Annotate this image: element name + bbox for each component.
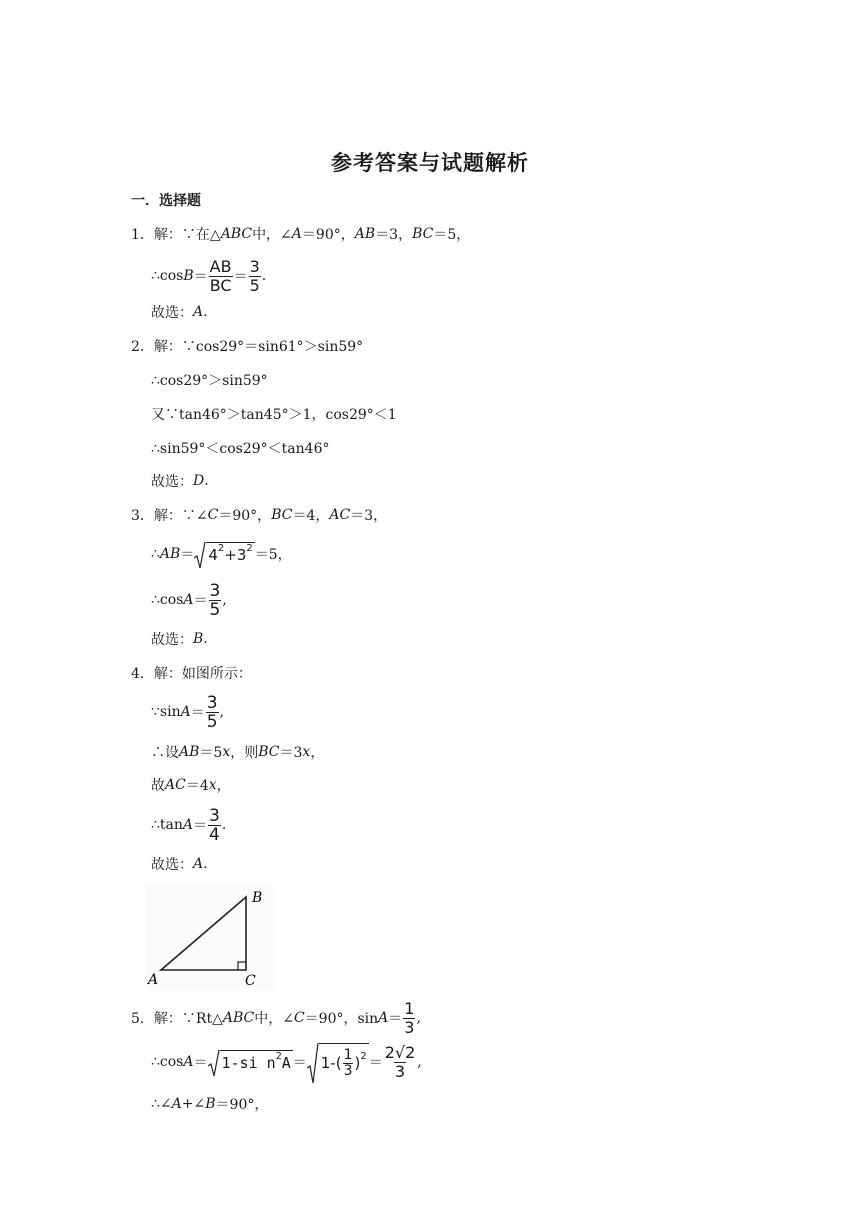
square-root-expression: 4 2 + 3 2: [194, 541, 254, 567]
q4-line-4: 故 AC ＝4 x ，: [151, 777, 231, 794]
q2-line-1: 2．解：∵cos29°＝sin61°＞sin59°: [131, 339, 364, 355]
q2-line-2: ∴cos29°＞sin59°: [151, 373, 268, 389]
vertex-label-b: B: [252, 890, 263, 906]
q4-line-3: ∴设 AB ＝5 x ，则 BC ＝3 x ，: [151, 744, 325, 761]
vertex-label-c: C: [245, 973, 256, 989]
page-title: 参考答案与试题解析: [331, 151, 529, 175]
q3-line-1: 3．解：∵∠ C ＝90°， BC ＝4， AC ＝3，: [131, 507, 388, 524]
fraction-3-5: $\frac{3}{5}$: [209, 580, 221, 620]
q3-line-2: ∴ AB ＝ 4 2 + 3 2 ＝5，: [151, 539, 292, 569]
q1-answer: 故选： A .: [151, 304, 208, 321]
square-root-1-minus-one-third-squared: 1-( $\frac{1}{3}$ ) 2: [307, 1042, 369, 1082]
fraction-1-3: $\frac{1}{3}$: [404, 998, 415, 1037]
fraction-ab-bc: $\frac{AB}{BC}$: [209, 256, 232, 295]
fraction-3-5: $\frac{3}{5}$: [249, 256, 260, 295]
fraction-3-5: $\frac{3}{5}$: [206, 692, 218, 732]
q5-line-3: ∴∠ A +∠ B ＝90°，: [151, 1096, 269, 1113]
q2-line-3: 又∵tan46°＞tan45°＞1，cos29°＜1: [151, 407, 397, 423]
fraction-3-4: $\frac{3}{4}$: [209, 805, 220, 845]
vertex-label-a: A: [148, 972, 159, 988]
q4-line-5: ∴tan A ＝ $\frac{3}{4}$ .: [151, 805, 227, 845]
q4-line-1: 4．解：如图所示：: [131, 666, 252, 682]
fraction-2root2-over-3: $\frac{2√2}{3}$: [384, 1042, 416, 1081]
q5-line-2: ∴cos A ＝ 1-si n 2 A ＝ 1-( $\frac{1}{3}$ ) 2 ＝ $\frac{2√2}{3}$ ,: [151, 1040, 422, 1084]
q4-line-2: ∵sin A ＝ $\frac{3}{5}$ ,: [151, 692, 224, 732]
q2-line-4: ∴sin59°＜cos29°＜tan46°: [151, 441, 330, 457]
q1-line-1: 1．解：∵在△ ABC 中，∠ A ＝90°， AB ＝3， BC ＝5，: [131, 226, 471, 243]
q5-line-1: 5．解：∵Rt△ ABC 中，∠ C ＝90°，sin A ＝ $\frac{1}{3}$ ,: [131, 998, 421, 1037]
q2-answer: 故选： D .: [151, 473, 209, 490]
q4-answer: 故选： A .: [151, 856, 208, 873]
q1-line-2: ∴cos B ＝ $\frac{AB}{BC}$ ＝ $\frac{3}{5}$ .: [151, 256, 267, 295]
q3-answer: 故选： B .: [151, 631, 208, 648]
q3-line-3: ∴cos A ＝ $\frac{3}{5}$ ,: [151, 580, 227, 620]
right-triangle-figure: [146, 886, 276, 990]
section-heading: 一．选择题: [131, 193, 201, 209]
square-root-1-minus-sin-squared: 1-si n 2 A: [208, 1049, 293, 1075]
